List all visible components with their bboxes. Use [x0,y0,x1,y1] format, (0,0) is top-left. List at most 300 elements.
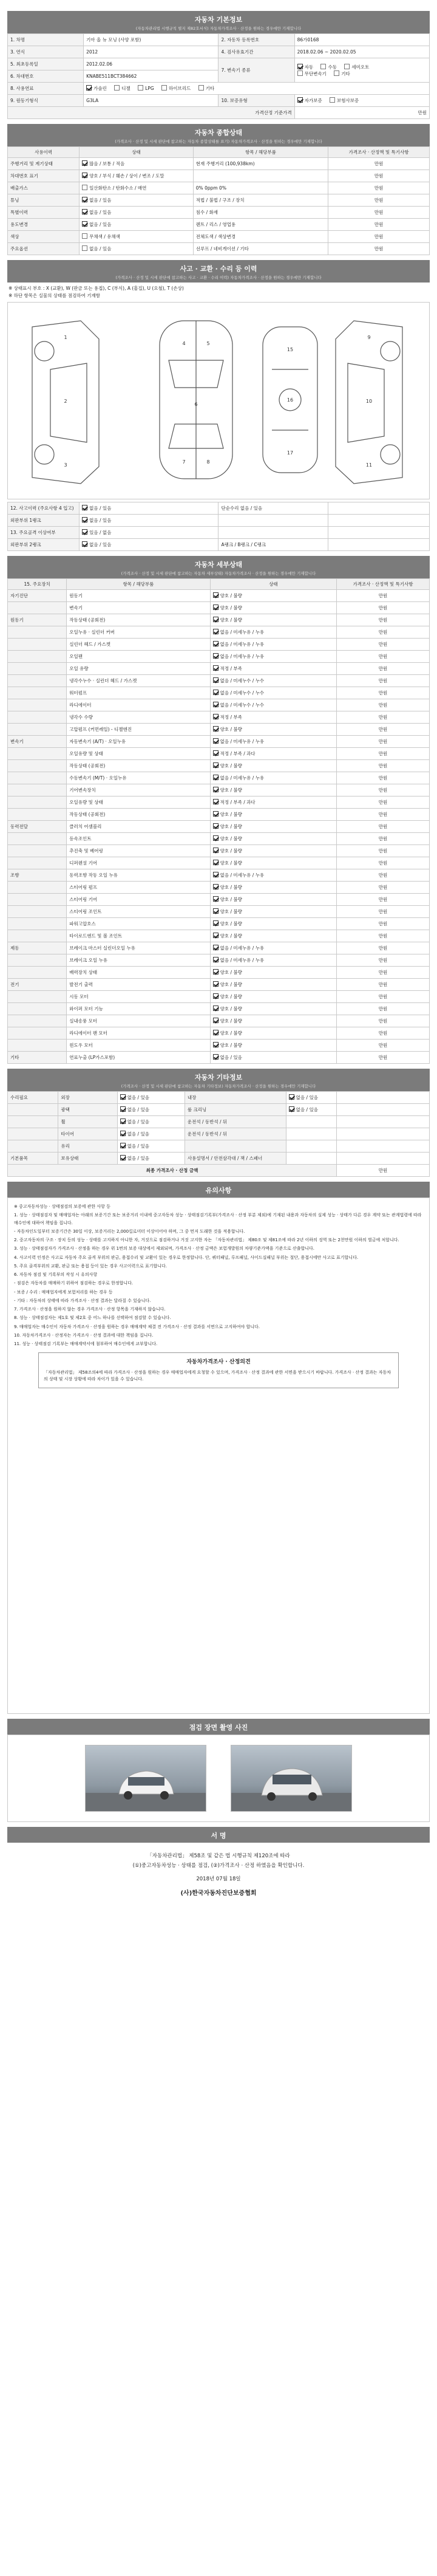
other-state [117,1104,185,1116]
detail-state-text: 양호 / 불량 [220,860,242,866]
detail-part: 추진축 및 베어링 [67,845,210,857]
status-table [7,146,430,255]
checkbox[interactable] [213,605,218,610]
detail-state [210,736,337,748]
detail-part: 파워고압호스 [67,918,210,930]
checkbox[interactable] [213,1030,218,1035]
part-label: 5 [206,341,210,346]
detail-row [8,663,430,675]
detail-state [210,1027,337,1040]
detail-state [210,663,337,675]
detail-part: 동력조향 작동 오일 누유 [67,869,210,882]
detail-subtitle: (가격조사 · 산정 및 시세 판단에 참고하는 자동차 세부상태) 자동차가격조사 · 산정을 원하는 경우에만 기재합니다 [121,571,316,576]
status-note: 만원 [328,170,430,182]
checkbox[interactable] [213,920,218,926]
other-state-text: 없음 / 있음 [127,1131,149,1137]
detail-state-text: 없음 / 미세누유 / 누유 [220,872,265,878]
detail-state-text: 적정 / 부족 [220,714,242,720]
fuel-options [84,83,430,95]
checkbox[interactable] [213,872,218,877]
plate-number: 86가0168 [294,34,429,46]
other-part: 광택 [58,1104,117,1116]
detail-part: 오일팬 [67,651,210,663]
detail-state [210,626,337,639]
detail-row [8,809,430,821]
status-state-text: 양호 / 부식 / 훼손 / 상이 / 변조 / 도말 [89,173,164,179]
checkbox[interactable] [289,1106,294,1112]
checkbox[interactable] [213,726,218,731]
status-note: 만원 [328,182,430,194]
detail-row [8,1003,430,1015]
detail-part: 라디에이터 팬 모터 [67,1027,210,1040]
accident-legend [7,283,430,302]
other-state2 [286,1140,336,1153]
detail-note: 만원 [337,833,430,845]
final-price-unit: 만원 [337,1165,430,1177]
checkbox[interactable] [82,197,87,202]
checkbox[interactable] [82,517,87,522]
detail-state-text: 양호 / 불량 [220,921,242,927]
detail-note: 만원 [337,639,430,651]
checkbox[interactable] [213,884,218,889]
other-table [7,1091,430,1177]
inspection-photo-rear [231,1745,352,1812]
accident-item: 외판부위 2랭크 [8,539,80,551]
basic-label: 8. 사용연료 [8,83,84,95]
other-note [337,1153,430,1165]
status-item: 특별이력 [8,207,80,219]
detail-group [8,857,67,869]
detail-part: 스티어링 조인트 [67,906,210,918]
note-line: - 점검은 자동차를 매매하기 위하여 점검하는 경우로 한정합니다. [14,1281,134,1286]
detail-section-header [7,556,430,578]
detail-state [210,882,337,894]
detail-part: 배력장치 상태 [67,967,210,979]
detail-group [8,1027,67,1040]
option-label: 가솔린 [93,86,107,91]
detail-part: 연료누출 (LP가스포함) [67,1052,210,1064]
detail-state [210,796,337,809]
detail-group [8,1015,67,1027]
warranty-options [294,95,429,107]
detail-state [210,687,337,699]
detail-note: 만원 [337,906,430,918]
car-name: 기아 올 뉴 모닝 (사양 포함) [84,34,218,46]
checkbox[interactable] [213,1005,218,1011]
detail-state-text: 없음 / 있음 [220,1055,242,1060]
notes-box-title: 자동차가격조사 · 산정의견 [186,1359,251,1366]
detail-state [210,639,337,651]
other-state2 [286,1153,336,1165]
signature-date: 2018년 07월 18일 [196,1876,241,1883]
detail-note: 만원 [337,967,430,979]
checkbox[interactable] [213,993,218,999]
detail-note: 만원 [337,796,430,809]
status-state-text: 일산화탄소 / 탄화수소 / 매연 [89,185,147,191]
other-state-text: 없음 / 있음 [127,1107,149,1112]
checkbox[interactable] [213,908,218,914]
detail-row [8,857,430,869]
detail-group: 변속기 [8,736,67,748]
part-label: 9 [367,335,371,340]
detail-state-text: 양호 / 불량 [220,787,242,793]
checkbox[interactable] [120,1131,126,1136]
detail-row [8,845,430,857]
detail-body [8,590,430,1064]
detail-note: 만원 [337,845,430,857]
basic-label: 6. 차대번호 [8,70,84,83]
status-detail: 선루프 / 네비게이션 / 기타 [193,243,328,255]
checkbox[interactable] [213,617,218,622]
accident-extra [218,515,328,527]
car-photo-icon [231,1745,352,1812]
checkbox-warranty-insurer[interactable] [330,97,335,103]
accident-section-header [7,260,430,283]
basic-section-header [7,11,430,33]
status-detail: 현재 주행거리 (100,938km) [193,158,328,170]
checkbox[interactable] [82,221,87,227]
detail-state-text: 양호 / 불량 [220,933,242,939]
checkbox[interactable] [213,714,218,719]
basic-table [7,33,430,119]
detail-part: 자동변속기 (A/T) · 오일누유 [67,736,210,748]
accident-table [7,502,430,551]
accident-extra: 단순수리 없음 / 있음 [218,502,328,515]
detail-state-text: 없음 / 미세누유 / 누유 [220,642,265,647]
detail-row [8,991,430,1003]
checkbox[interactable] [82,505,87,510]
detail-state [210,930,337,942]
status-state [80,243,194,255]
detail-part: 디퍼렌셜 기어 [67,857,210,869]
detail-state-text: 없음 / 미세누유 / 누유 [220,654,265,659]
detail-row [8,930,430,942]
checkbox[interactable] [120,1118,126,1124]
photos-section-header [7,1719,430,1735]
checkbox-transmission-other[interactable] [334,70,339,76]
checkbox[interactable] [120,1094,126,1100]
accident-title: 사고 · 교환 · 수리 등 이력 [180,265,257,273]
checkbox-fuel-diesel[interactable] [114,85,120,91]
inspection-photo-front [85,1745,206,1812]
notes-section-header [7,1182,430,1197]
basic-label: 5. 최초등록일 [8,58,84,70]
checkbox[interactable] [120,1143,126,1148]
detail-note: 만원 [337,1040,430,1052]
checkbox[interactable] [82,233,87,239]
part-label: 15 [286,347,294,352]
accident-item: 12. 사고이력 (주요사항 4 입고) [8,502,80,515]
detail-group: 자기진단 [8,590,67,602]
option-label: 기타 [341,70,350,77]
detail-note: 만원 [337,675,430,687]
checkbox[interactable] [213,823,218,829]
detail-state [210,906,337,918]
checkbox[interactable] [213,1054,218,1060]
detail-header: 항목 / 해당부품 [67,579,210,590]
detail-state-text: 양호 / 불량 [220,763,242,769]
checkbox[interactable] [213,629,218,634]
detail-state-text: 양호 / 불량 [220,994,242,999]
detail-state-text: 적정 / 부족 / 과다 [220,751,256,756]
checkbox[interactable] [213,750,218,756]
detail-state [210,809,337,821]
detail-state-text: 없음 / 미세누유 / 누유 [220,945,265,951]
note-line: 8. 성능 · 상태점검자는 제1호 및 제2호 중 어느 하나를 선택하여 점검할 수 있습니다. [14,1315,171,1321]
other-note [337,1128,430,1140]
checkbox[interactable] [213,762,218,768]
checkbox[interactable] [213,799,218,804]
checkbox[interactable] [213,957,218,962]
status-note: 만원 [328,243,430,255]
detail-group [8,845,67,857]
status-detail: 침수 / 화재 [193,207,328,219]
checkbox[interactable] [213,592,218,598]
detail-note: 만원 [337,954,430,967]
status-item: 튜닝 [8,194,80,207]
status-state-text: 없음 / 있음 [89,222,112,227]
option-label: 자가보증 [304,98,322,103]
note-line: 10. 자동차가격조사 · 산정자는 가격조사 · 산정 결과에 대한 책임을 집니다. [14,1332,154,1338]
other-state2 [286,1116,336,1128]
detail-row [8,590,430,602]
other-part: 유리 [58,1140,117,1153]
note-line: 7. 가격조사 · 산정을 원하지 않는 경우 가격조사 · 산정 항목을 기재하지 않습니다. [14,1307,166,1312]
detail-note: 만원 [337,760,430,772]
detail-row [8,639,430,651]
detail-state-text: 양호 / 불량 [220,885,242,890]
accident-extra: A랭크 / B랭크 / C랭크 [218,539,328,551]
checkbox[interactable] [213,1018,218,1023]
detail-state [210,833,337,845]
part-label: 11 [365,462,373,468]
detail-state-text: 양호 / 불량 [220,617,242,623]
part-label: 16 [286,397,294,403]
detail-note: 만원 [337,821,430,833]
checkbox[interactable] [213,848,218,853]
detail-state-text: 없음 / 미세누수 / 누수 [220,678,265,683]
status-header: 가격조사 · 산정액 및 특기사항 [328,147,430,158]
checkbox[interactable] [82,185,87,190]
detail-note: 만원 [337,894,430,906]
checkbox[interactable] [213,738,218,744]
detail-state-text: 없음 / 미세누유 / 누유 [220,775,265,781]
status-state [80,219,194,231]
checkbox[interactable] [82,160,87,166]
detail-row [8,869,430,882]
checkbox-transmission-semi[interactable] [344,64,350,69]
status-item: 차대번호 표기 [8,170,80,182]
other-group: 기본품목 [8,1153,58,1165]
checkbox[interactable] [213,653,218,659]
detail-state-text: 양호 / 불량 [220,593,242,598]
other-state-text: 없음 / 있음 [127,1095,149,1100]
detail-note: 만원 [337,724,430,736]
detail-row [8,1015,430,1027]
checkbox[interactable] [213,775,218,780]
checkbox[interactable] [213,665,218,671]
checkbox[interactable] [213,896,218,902]
detail-state-text: 양호 / 불량 [220,727,242,732]
detail-group [8,1040,67,1052]
detail-header: 상태 [210,579,337,590]
checkbox[interactable] [213,945,218,950]
other-body [8,1092,430,1165]
checkbox-fuel-lpg[interactable] [138,85,143,91]
detail-state [210,857,337,869]
detail-state-text: 양호 / 불량 [220,605,242,611]
detail-state [210,590,337,602]
checkbox[interactable] [82,173,87,178]
status-note: 만원 [328,207,430,219]
checkbox[interactable] [213,787,218,792]
status-detail: 렌트 / 리스 / 영업용 [193,219,328,231]
checkbox[interactable] [120,1155,126,1160]
accident-value-text: 없음 / 있음 [89,542,112,547]
checkbox[interactable] [82,541,87,547]
checkbox[interactable] [213,981,218,987]
checkbox[interactable] [213,933,218,938]
accident-note [328,539,430,551]
part-label: 6 [194,402,198,407]
checkbox[interactable] [213,811,218,817]
detail-row [8,675,430,687]
other-state [117,1128,185,1140]
detail-state [210,772,337,784]
detail-state [210,711,337,724]
detail-part: 오일누유 · 실린더 커버 [67,626,210,639]
checkbox[interactable] [213,969,218,975]
model-year: 2012 [84,46,218,58]
status-state [80,194,194,207]
detail-state [210,724,337,736]
signature-org: (사)한국자동차진단보증협회 [180,1890,257,1897]
vin: KNABE511BCT384662 [84,70,218,83]
part-label: 3 [64,462,67,468]
detail-note: 만원 [337,626,430,639]
detail-part: 작동상태 (공회전) [67,809,210,821]
notes-box-text: 「자동차관리법」 제58조의4에 따라 가격조사 · 산정을 원하는 경우 매매업자에게 요청할 수 있으며, 가격조사 · 산정 결과에 관한 서면을 받으시기 바랍니다. 가격조사 · 산정 결과는 자동차의 상태 및 시장 상황에 따라 차이가 있을 수 있습니다. [44,1369,391,1382]
detail-note: 만원 [337,602,430,614]
inspection-period: 2018.02.06 ~ 2020.02.05 [294,46,429,58]
detail-part: 라디에이터 [67,699,210,711]
detail-row [8,894,430,906]
detail-group [8,699,67,711]
accident-note [328,527,430,539]
detail-row [8,882,430,894]
detail-part: 스티어링 펌프 [67,882,210,894]
checkbox[interactable] [82,529,87,535]
detail-note: 만원 [337,930,430,942]
detail-row [8,772,430,784]
status-title: 자동차 종합상태 [194,129,243,137]
checkbox-fuel-other[interactable] [198,85,204,91]
checkbox[interactable] [213,690,218,695]
checkbox[interactable] [82,245,87,251]
other-state2 [286,1092,336,1104]
other-part2: 운전석 / 동반석 / 뒤 [185,1128,286,1140]
checkbox[interactable] [213,835,218,841]
status-detail [193,170,328,182]
checkbox[interactable] [213,860,218,865]
notes-lines [14,1203,423,1348]
other-part2: 사용설명서 / 안전삼각대 / 잭 / 스패너 [185,1153,286,1165]
signature-section-header [7,1827,430,1843]
status-item: 배출가스 [8,182,80,194]
other-group [8,1104,58,1116]
checkbox[interactable] [213,641,218,646]
price-basis-label: 가격산정 기준가격 [8,107,295,119]
detail-state [210,614,337,626]
detail-group [8,711,67,724]
checkbox[interactable] [213,677,218,683]
checkbox[interactable] [213,1042,218,1047]
option-label: 자동 [304,64,314,70]
signature-line: 「자동차관리법」 제58조 및 같은 법 시행규칙 제120조에 따라 [147,1853,290,1859]
other-state2-text: 없음 / 있음 [296,1095,318,1100]
detail-header: 가격조사 · 산정액 및 특기사항 [337,579,430,590]
detail-note: 만원 [337,711,430,724]
detail-note: 만원 [337,614,430,626]
detail-part: 냉각수 수량 [67,711,210,724]
detail-part: 윈도우 모터 [67,1040,210,1052]
detail-state [210,651,337,663]
detail-row [8,906,430,918]
detail-group [8,967,67,979]
detail-row [8,760,430,772]
checkbox-fuel-gasoline[interactable] [86,85,92,91]
checkbox[interactable] [289,1094,294,1100]
checkbox[interactable] [213,702,218,707]
detail-note: 만원 [337,748,430,760]
detail-part: 변속기 [67,602,210,614]
checkbox-transmission-cvt[interactable] [297,70,303,76]
checkbox-warranty-self[interactable] [297,97,303,103]
checkbox-transmission-auto[interactable] [297,64,303,69]
detail-group: 조향 [8,869,67,882]
checkbox-transmission-manual[interactable] [320,64,326,69]
checkbox[interactable] [82,209,87,214]
note-line: 6. 자동차 점검 및 기록부의 작성 시 유의사항 [14,1272,98,1277]
note-line: ※ 중고자동차성능 · 상태점검의 보증에 관한 사항 등 [14,1204,110,1209]
basic-title: 자동차 기본정보 [194,16,243,24]
detail-row [8,954,430,967]
accident-item: 외판부위 1랭크 [8,515,80,527]
status-header: 항목 / 해당부품 [193,147,328,158]
other-row [8,1153,430,1165]
checkbox-fuel-hybrid[interactable] [161,85,167,91]
notes-title: 유의사항 [205,1187,232,1194]
detail-row [8,979,430,991]
detail-group [8,894,67,906]
detail-note: 만원 [337,1052,430,1064]
detail-row [8,821,430,833]
note-line: 2. 중고자동차의 구조 · 장치 등의 성능 · 상태를 고지하지 아니한 자, 거짓으로 점검하거나 거짓 고지한 자는 「자동차관리법」 제80조 및 제81조에 따라 2년 이하의 징역 또는 2천만원 이하의 벌금에 처합니다. [14,1238,399,1242]
checkbox[interactable] [120,1106,126,1112]
option-label: 무단변속기 [304,70,327,77]
detail-group [8,663,67,675]
detail-state-text: 양호 / 불량 [220,1006,242,1012]
status-state [80,158,194,170]
detail-note: 만원 [337,882,430,894]
detail-part: 등속조인트 [67,833,210,845]
detail-state [210,979,337,991]
detail-state [210,954,337,967]
detail-group [8,626,67,639]
detail-group [8,651,67,663]
detail-state-text: 양호 / 불량 [220,970,242,975]
detail-row [8,736,430,748]
